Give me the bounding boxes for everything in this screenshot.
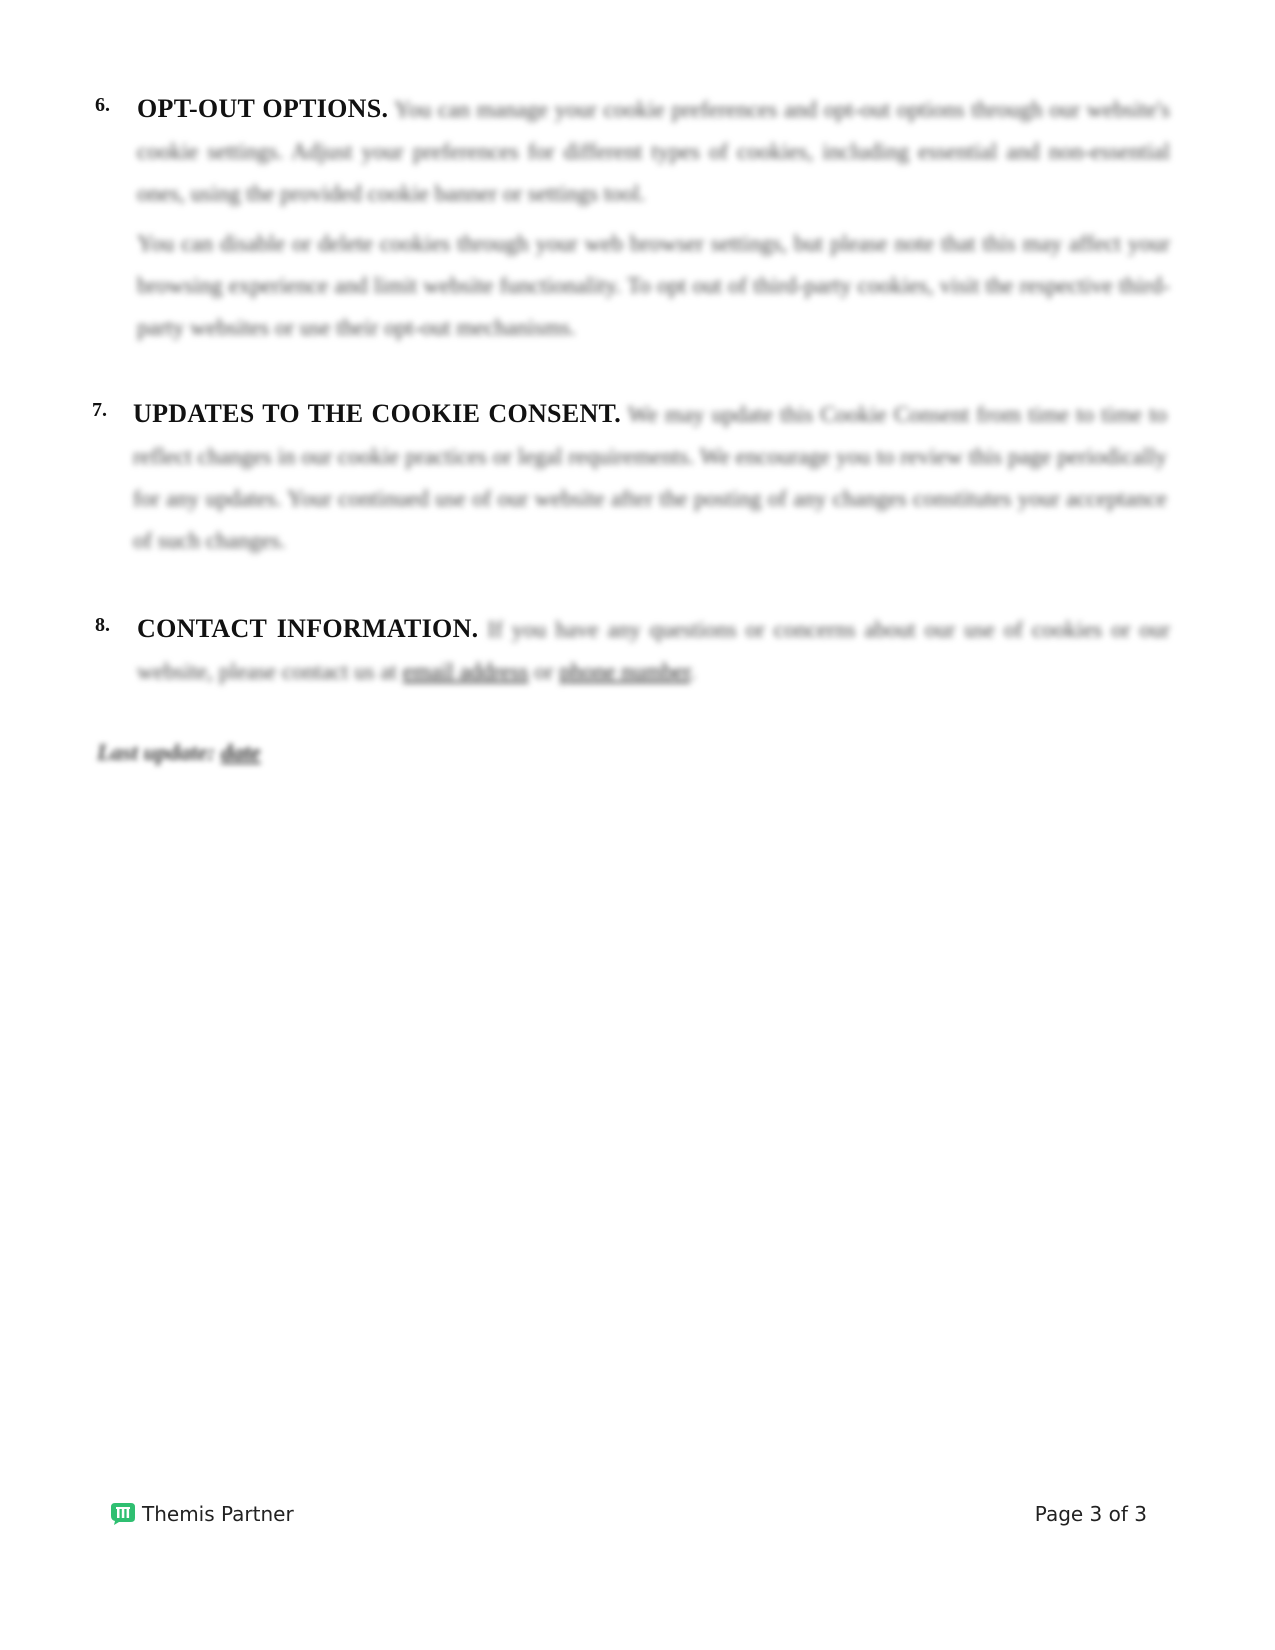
section-number: 7. <box>92 399 107 421</box>
logo-pillar-3 <box>127 1509 130 1518</box>
section-text-connector: or <box>534 659 554 684</box>
last-update-date-link[interactable]: date <box>220 740 261 765</box>
section-updates-to-cookie-consent <box>92 393 1167 562</box>
email-address-link[interactable]: email address <box>402 659 529 684</box>
section-text-before: If you have any questions or concerns about our use of cookies or our website, please contact us at <box>137 617 1170 684</box>
brand-name: Themis Partner <box>142 1502 294 1526</box>
section-number: 6. <box>95 94 110 116</box>
last-update <box>97 740 261 766</box>
section-text-second-paragraph: You can disable or delete cookies through your web browser settings, but please note that this may affect your browsing experience and limit website functionality. To opt out of third-party cookies, visit the respective third-party websites or use their opt-out mechanisms. <box>137 231 1170 340</box>
section-heading: UPDATES TO THE COOKIE CONSENT. <box>133 399 622 428</box>
section-body <box>137 88 1170 349</box>
section-text: We may update this Cookie Consent from time to time to reflect changes in our cookie practices or legal requirements. We encourage you to review this page periodically for any updates. Your continued use of our website after the posting of any changes constitutes your acceptance of such changes. <box>133 402 1167 553</box>
section-text: You can manage your cookie preferences and opt-out options through our website's cookie settings. Adjust your preferences for different types of cookies, including essential and non-essential ones, using the provided cookie banner or settings tool. <box>137 97 1170 206</box>
logo-lintel <box>116 1507 130 1509</box>
section-heading: OPT-OUT OPTIONS. <box>137 94 389 123</box>
section-number: 8. <box>95 614 110 636</box>
section-heading: CONTACT INFORMATION. <box>137 614 479 643</box>
section-body <box>137 608 1170 693</box>
logo-pillar-1 <box>117 1509 120 1518</box>
brand <box>110 1502 294 1526</box>
section-contact-information <box>95 608 1170 693</box>
themis-partner-logo-icon <box>110 1502 136 1526</box>
phone-number-link[interactable]: phone number <box>559 659 691 684</box>
page-footer <box>0 1502 1275 1542</box>
section-opt-out-options <box>95 88 1170 349</box>
section-text-end: . <box>690 659 696 684</box>
page-number: Page 3 of 3 <box>1034 1502 1147 1526</box>
section-body <box>133 393 1167 562</box>
last-update-label: Last update: <box>97 740 216 765</box>
logo-pillar-2 <box>122 1509 125 1518</box>
